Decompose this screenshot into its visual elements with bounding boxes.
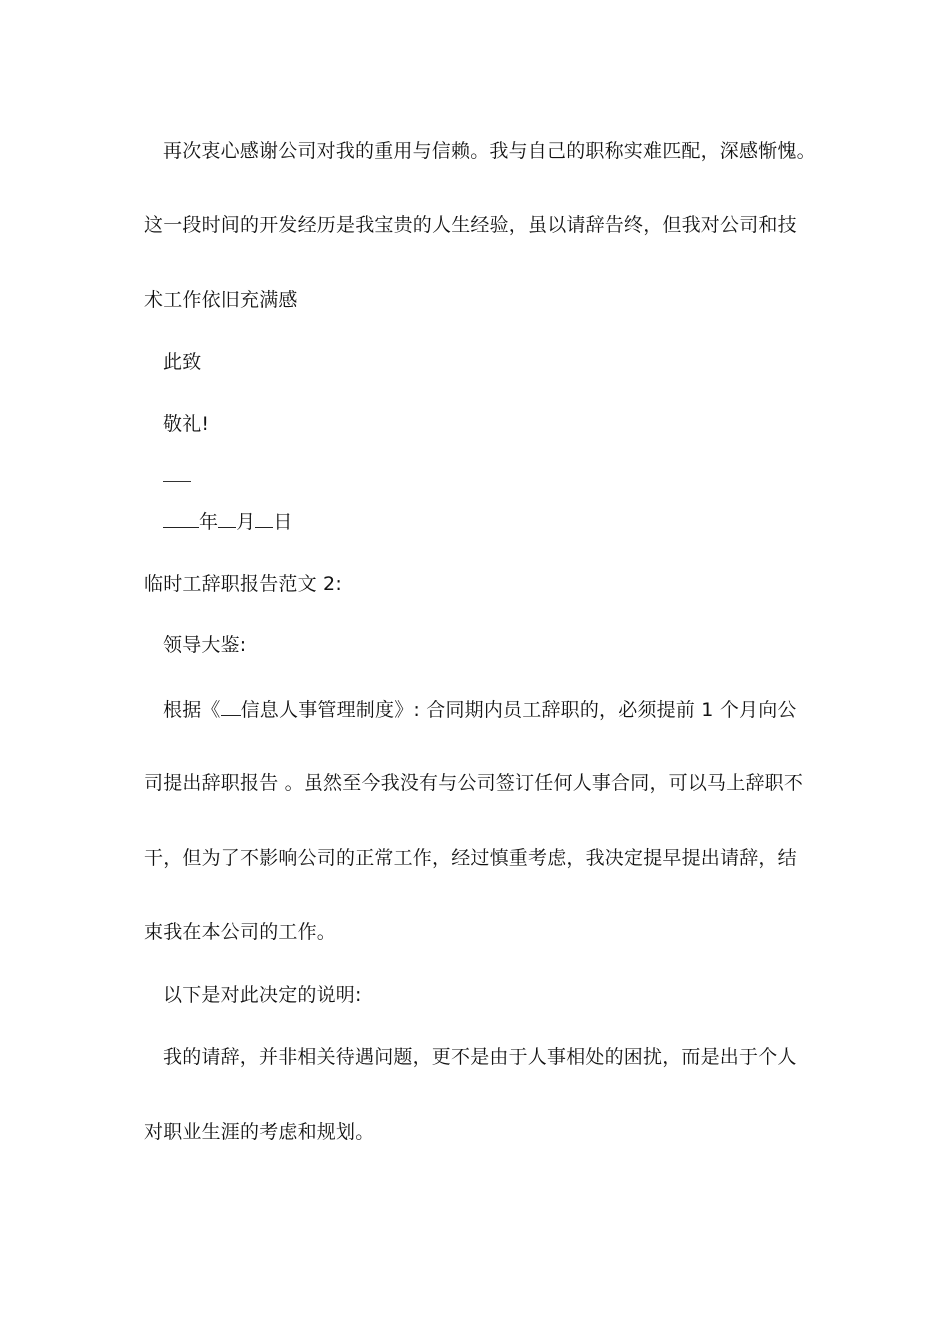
date-day-label: 日	[273, 511, 293, 533]
sample2-paragraph-line-4: 束我在本公司的工作。	[144, 921, 337, 943]
sample2-para1-prefix: 根据《	[163, 699, 221, 721]
salutation-cizhi: 此致	[163, 351, 202, 373]
sample2-heading: 临时工辞职报告范文 2:	[144, 573, 342, 595]
year-blank	[163, 509, 199, 528]
date-line	[163, 509, 293, 534]
salutation-jingli: 敬礼!	[163, 413, 210, 435]
sample2-paragraph-line-3: 干，但为了不影响公司的正常工作，经过慎重考虑，我决定提早提出请辞，结	[144, 847, 797, 869]
closing-paragraph-line-3: 术工作依旧充满感	[144, 289, 298, 311]
company-name-blank	[221, 697, 241, 716]
sample2-explanation-intro: 以下是对此决定的说明:	[163, 984, 362, 1006]
closing-paragraph-line-2: 这一段时间的开发经历是我宝贵的人生经验，虽以请辞告终，但我对公司和技	[144, 214, 797, 236]
signature-line	[163, 481, 191, 482]
closing-paragraph-line-1: 再次衷心感谢公司对我的重用与信赖。我与自己的职称实难匹配，深感惭愧。	[163, 140, 816, 162]
sample2-paragraph-line-1	[163, 697, 797, 722]
sample2-reason-line-2: 对职业生涯的考虑和规划。	[144, 1121, 375, 1143]
sample2-paragraph-line-2: 司提出辞职报告 。虽然至今我没有与公司签订任何人事合同，可以马上辞职不	[144, 772, 804, 794]
sample2-reason-line-1: 我的请辞，并非相关待遇问题，更不是由于人事相处的困扰，而是出于个人	[163, 1046, 797, 1068]
sample2-para1-rest: 信息人事管理制度》: 合同期内员工辞职的，必须提前 1 个月向公	[240, 699, 797, 721]
day-blank	[255, 509, 273, 528]
date-month-label: 月	[236, 511, 256, 533]
date-year-label: 年	[199, 511, 219, 533]
month-blank	[218, 509, 236, 528]
sample2-greeting: 领导大鉴:	[163, 634, 247, 656]
